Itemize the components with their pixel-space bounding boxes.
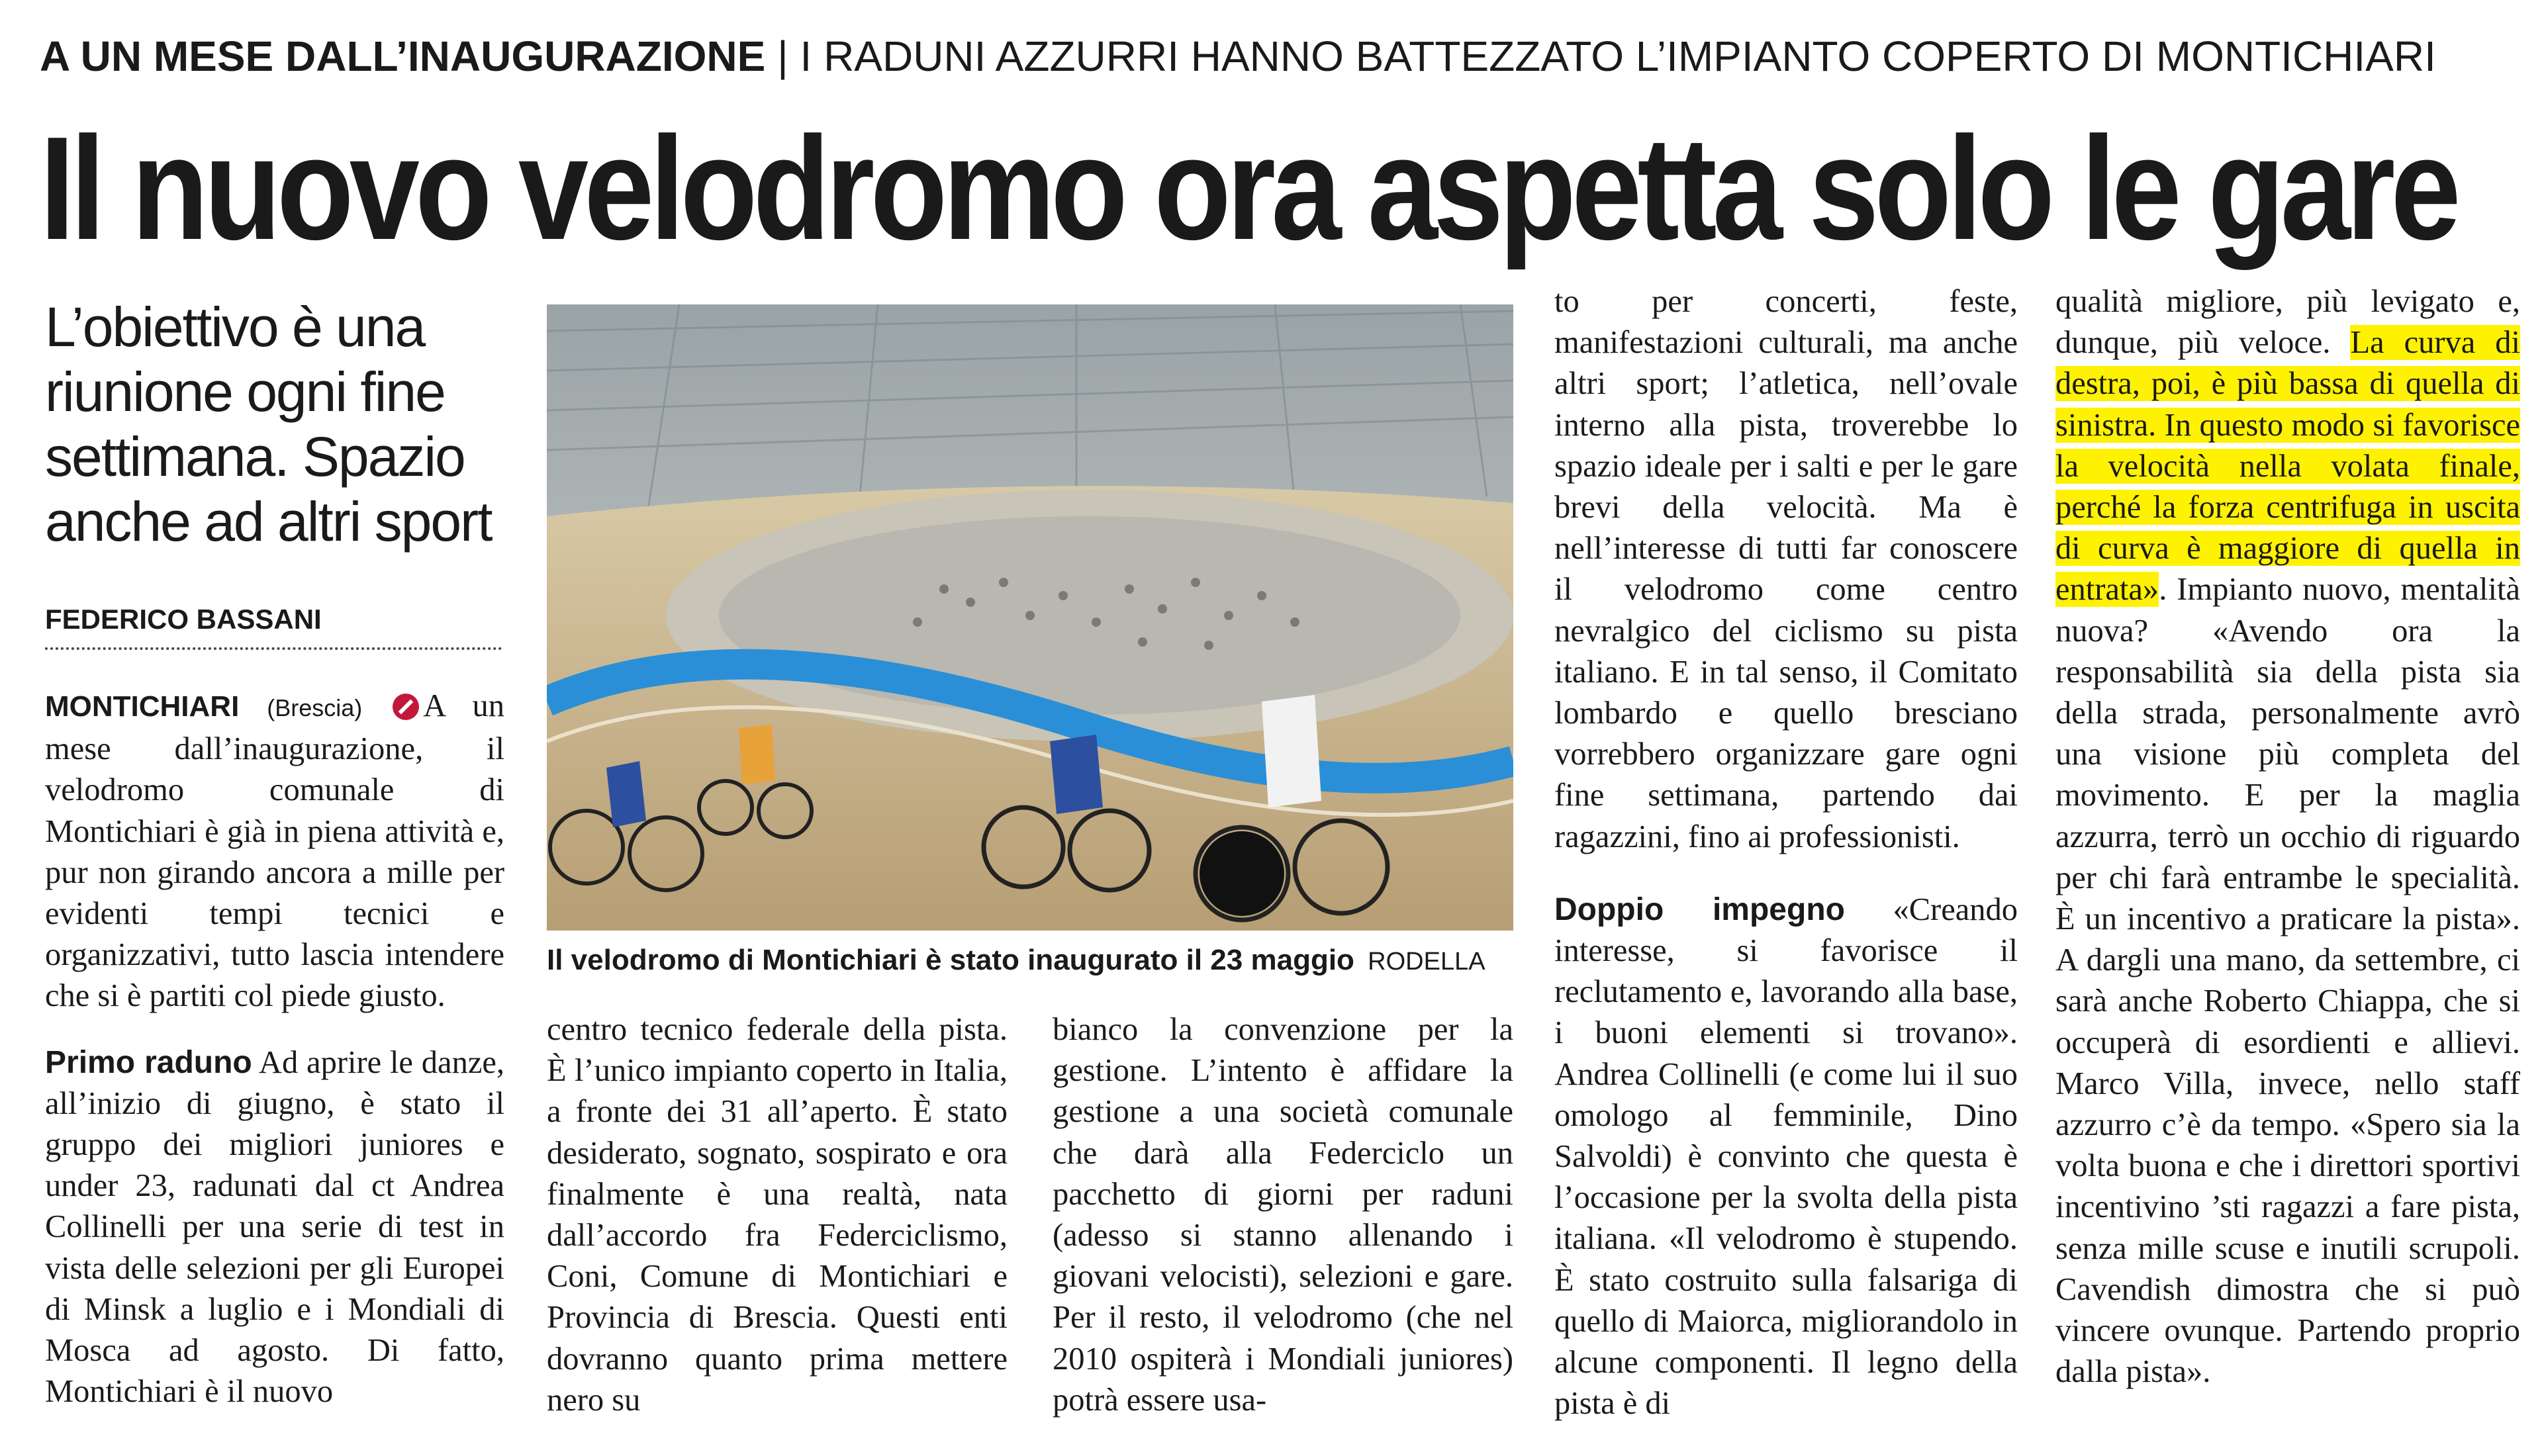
article-column-3: [1053, 1009, 1513, 1421]
column-3-text: bianco la convenzione per la gestione. L’intento è affidare la gestione a una società comunale che darà alla Federciclo un pacchetto di giorni per raduni (adesso si stanno allenando i giovani velocisti), selezioni e gare. Per il resto, il velodromo (che nel 2010 ospiterà i Mondiali juniores) potrà essere usa-: [1053, 1012, 1513, 1418]
section-title-primo-raduno: Primo raduno: [45, 1044, 252, 1080]
intro-text: A un mese dall’inaugurazione, il velodromo comunale di Montichiari è già in piena attività e, pur non girando ancora a mille per evidenti tempi tecnici e organizzativi, tutto lascia intendere che si è partiti col piede giusto.: [45, 688, 505, 1014]
column-5-paragraph: [2055, 281, 2520, 1392]
velodrome-photo-illustration: [547, 304, 1513, 931]
column-4-text-2: «Creando interesse, si favorisce il reclutamento e, lavorando alla base, i buoni elementi si trovano». Andrea Collinelli (e come lui il suo omologo al femminile, Dino Salvoldi) è convinto che questa è l’occasione per la svolta della pista italiana. «Il velodromo è stupendo. È stato costruito sulla falsariga di quello di Maiorca, migliorandolo in alcune componenti. Il legno della pista è di: [1554, 891, 2018, 1422]
byline: FEDERICO BASSANI: [45, 601, 502, 650]
kicker-lead: A UN MESE DALL’INAUGURAZIONE: [40, 32, 766, 80]
intro-paragraph: [45, 686, 504, 1017]
photo-caption: [547, 940, 1520, 982]
kicker: [40, 26, 2489, 86]
dateline-place: MONTICHIARI: [45, 690, 240, 723]
column-1-text: Ad aprire le danze, all’inizio di giugno, è stato il gruppo dei migliori juniores e under 23, radunati dal ct Andrea Collinelli per una serie di test in vista delle selezioni per gli Europei di Minsk a luglio e i Mondiali di Mosca ad agosto. Di fatto, Montichiari è il nuovo: [45, 1044, 505, 1410]
column-2-text: centro tecnico federale della pista. È l’unico impianto coperto in Italia, a fronte dei 31 all’aperto. È stato desiderato, sognato, sospirato e ora finalmente è una realtà, nata dall’accordo fra Federciclismo, Coni, Comune di Montichiari e Provincia di Brescia. Questi enti dovranno quanto prima mettere nero su: [547, 1012, 1008, 1418]
article-column-4: [1554, 281, 2018, 1424]
velodrome-photo: [547, 304, 1513, 931]
article-column-2: [547, 1009, 1008, 1421]
section-primo-raduno: [45, 1042, 504, 1413]
kicker-text: I RADUNI AZZURRI HANNO BATTEZZATO L’IMPIANTO COPERTO DI MONTICHIARI: [800, 32, 2436, 80]
column-5-text-a: qualità migliore, più levigato e, dunque, più veloce.: [2055, 284, 2520, 361]
subhead: L’obiettivo è una riunione ogni fine settimana. Spazio anche ad altri sport: [45, 296, 492, 553]
column-4-text: to per concerti, feste, manifestazioni culturali, ma anche altri sport; l’atletica, nell’ovale interno alla pista, troverebbe lo spazio ideale per i salti e per le gare brevi della velocità. Ma è nell’interesse di tutti far conoscere il velodromo come centro nevralgico del ciclismo su pista italiano. E in tal senso, il Comitato lombardo e quello bresciano vorrebbero organizzare gare ogni fine settimana, partendo dai ragazzini, fino ai professionisti.: [1554, 284, 2018, 854]
highlighted-quote: La curva di destra, poi, è più bassa di quella di sinistra. In questo modo si favorisce la velocità nella volata finale, perché la forza centrifuga in uscita di curva è maggiore di quella in entrata»: [2055, 325, 2520, 608]
gazzetta-bullet-icon: [393, 694, 419, 720]
article-column-1: [45, 686, 504, 1412]
headline: Il nuovo velodromo ora aspetta solo le gare: [40, 107, 2457, 271]
photo-caption-text: Il velodromo di Montichiari è stato inaugurato il 23 maggio: [547, 944, 1354, 976]
article-column-5: [2055, 281, 2520, 1392]
section-title-doppio-impegno: Doppio impegno: [1554, 891, 1845, 927]
photo-credit: RODELLA: [1368, 948, 1485, 976]
dateline-note: (Brescia): [267, 694, 363, 721]
column-5-text-b: . Impianto nuovo, mentalità nuova? «Avendo ora la responsabilità sia della pista sia della strada, personalmente avrò una visione più completa del movimento. E per la maglia azzurra, terrò un occhio di riguardo per chi farà entrambe le specialità. È un incentivo a praticare la pista». A dargli una mano, da settembre, ci sarà anche Roberto Chiappa, che si occuperà di esordienti e allievi. Marco Villa, invece, nello staff azzurro c’è da tempo. «Spero sia la volta buona e che i direttori sportivi incentivino ’sti ragazzi a fare pista, senza mille scuse e inutili scrupoli. Cavendish dimostra che si può vincere ovunque. Partendo proprio dalla pista».: [2055, 572, 2520, 1390]
section-doppio-impegno: [1554, 889, 2018, 1425]
kicker-separator: |: [777, 32, 800, 80]
